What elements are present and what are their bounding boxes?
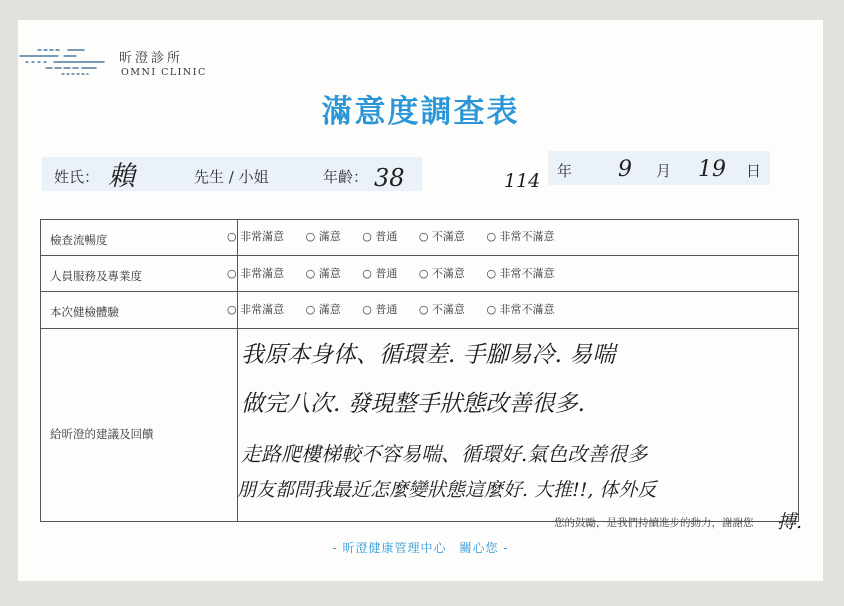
age-value: 38	[374, 164, 405, 192]
month-label: 月	[656, 162, 672, 180]
name-value: 賴	[108, 161, 135, 192]
rating-options[interactable]	[227, 265, 573, 281]
form-title: 滿意度調查表	[321, 94, 520, 130]
gender-label: 先生 / 小姐	[194, 168, 269, 186]
year-label: 年	[557, 162, 573, 180]
clinic-name-en: OMNI CLINIC	[121, 67, 207, 78]
thanks-note: 您的鼓勵，是我們持續進步的動力，謝謝您	[554, 517, 754, 529]
rating-options[interactable]	[227, 301, 573, 317]
feedback-line: 做完八次. 發現整手狀態改善很多.	[241, 391, 585, 417]
option-very-satisfied[interactable]: ○ 非常滿意	[227, 303, 285, 316]
option-neutral[interactable]: ○ 普通	[362, 230, 398, 243]
feedback-line: 我原本身体、循環差. 手腳易冷. 易喘	[241, 342, 616, 368]
row-label: 本次健檢體驗	[50, 305, 119, 319]
day-value: 19	[698, 157, 726, 182]
option-dissatisfied[interactable]: ○ 不滿意	[418, 230, 465, 243]
survey-table	[40, 219, 803, 533]
option-satisfied[interactable]: ○ 滿意	[305, 267, 341, 280]
clinic-name-cn: 昕澄診所	[119, 51, 184, 66]
option-very-dissatisfied[interactable]: ○ 非常不滿意	[486, 267, 555, 280]
feedback-line: 朋友都問我最近怎麼變狀態這麼好. 大推!!, 体外反	[237, 479, 657, 501]
option-very-satisfied[interactable]: ○ 非常滿意	[227, 267, 285, 280]
option-neutral[interactable]: ○ 普通	[362, 303, 398, 316]
option-neutral[interactable]: ○ 普通	[362, 267, 398, 280]
survey-form	[18, 20, 823, 581]
footer-tagline: - 昕澄健康管理中心 關心您 -	[332, 541, 509, 555]
table-row	[41, 292, 798, 329]
clinic-logo-icon	[18, 46, 128, 80]
option-dissatisfied[interactable]: ○ 不滿意	[418, 303, 465, 316]
rating-options[interactable]	[227, 228, 573, 244]
option-satisfied[interactable]: ○ 滿意	[305, 230, 341, 243]
name-label: 姓氏：	[54, 168, 100, 186]
option-satisfied[interactable]: ○ 滿意	[305, 303, 341, 316]
row-label: 檢查流暢度	[50, 233, 108, 247]
option-very-dissatisfied[interactable]: ○ 非常不滿意	[486, 230, 555, 243]
table-row	[41, 220, 798, 256]
table-row	[41, 256, 798, 292]
row-label: 人員服務及專業度	[50, 269, 142, 283]
feedback-line: 走路爬樓梯較不容易喘、循環好.氣色改善很多	[241, 442, 648, 466]
feedback-label: 給昕澄的建議及回饋	[50, 427, 154, 441]
age-label: 年齡：	[323, 168, 369, 186]
month-value: 9	[618, 157, 632, 182]
feedback-line: 搏.	[777, 511, 803, 533]
option-very-satisfied[interactable]: ○ 非常滿意	[227, 230, 285, 243]
option-dissatisfied[interactable]: ○ 不滿意	[418, 267, 465, 280]
year-value: 114	[504, 170, 541, 192]
option-very-dissatisfied[interactable]: ○ 非常不滿意	[486, 303, 555, 316]
day-label: 日	[746, 162, 762, 180]
